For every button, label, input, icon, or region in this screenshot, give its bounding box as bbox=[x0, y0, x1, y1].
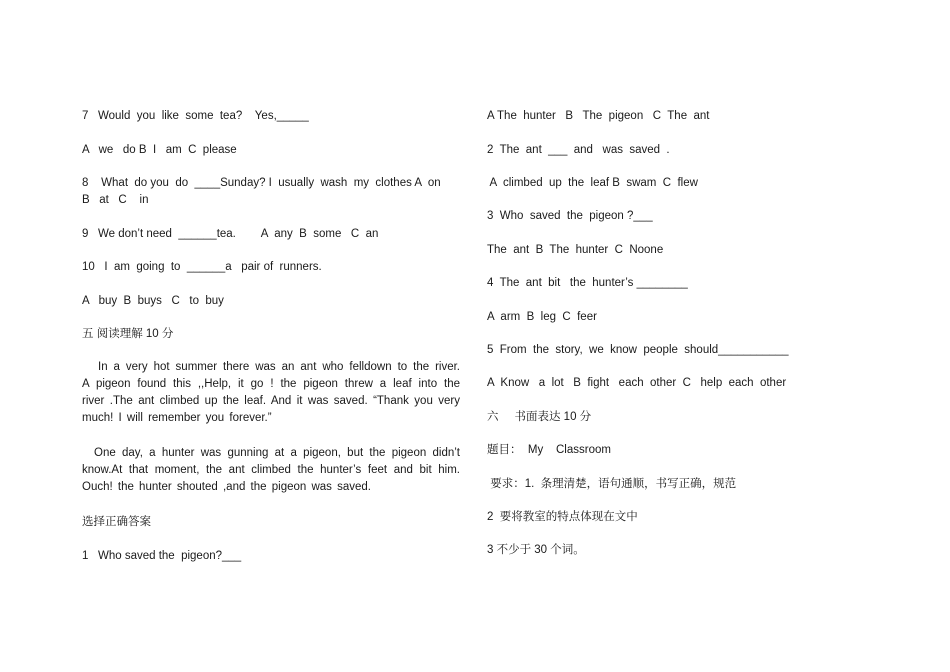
right-column bbox=[487, 0, 817, 672]
choose-answer-heading: 选择正确答案 bbox=[82, 516, 151, 528]
passage-paragraph-2: One day, a hunter was gunning at a pigeon, but the pigeon didn’t know.At that moment, the ant climbed the hunter’s feet and bit him. Ouch! the hunter shouted ,and the pigeon was saved. bbox=[82, 447, 460, 493]
question-10: 10 I am going to ______a pair of runners. bbox=[82, 261, 322, 273]
question-8-line1: 8 What do you do ____Sunday? I usually wash my clothes A on bbox=[82, 177, 441, 189]
section-5-heading: 五 阅读理解 10 分 bbox=[82, 328, 174, 340]
section-6-heading: 六 书面表达 10 分 bbox=[487, 411, 592, 423]
question-10-options: A buy B buys C to buy bbox=[82, 295, 224, 307]
reading-question-2: 2 The ant ___ and was saved . bbox=[487, 144, 670, 156]
requirement-3: 3 不少于 30 个词。 bbox=[487, 544, 585, 556]
reading-question-3: 3 Who saved the pigeon ?___ bbox=[487, 210, 653, 222]
requirement-1: 要求：1. 条理清楚，语句通顺，书写正确，规范 bbox=[487, 478, 737, 490]
question-8-line2: B at C in bbox=[82, 194, 149, 206]
reading-question-4: 4 The ant bit the hunter’s ________ bbox=[487, 277, 688, 289]
reading-question-2-options: A climbed up the leaf B swam C flew bbox=[487, 177, 698, 189]
question-7: 7 Would you like some tea? Yes,_____ bbox=[82, 110, 309, 122]
reading-question-1-options: A The hunter B The pigeon C The ant bbox=[487, 110, 710, 122]
question-7-options: A we do B I am C please bbox=[82, 144, 237, 156]
reading-question-1: 1 Who saved the pigeon?___ bbox=[82, 550, 242, 562]
reading-question-4-options: A arm B leg C feer bbox=[487, 311, 597, 323]
essay-topic: 题目： My Classroom bbox=[487, 444, 611, 456]
reading-question-5: 5 From the story, we know people should___________ bbox=[487, 344, 789, 356]
question-9: 9 We don’t need ______tea. A any B some C an bbox=[82, 228, 379, 240]
passage-paragraph-1: In a very hot summer there was an ant who felldown to the river. A pigeon found this ,,Help, it go ! the pigeon threw a leaf into the river .The ant climbed up the leaf. And it was saved. “Thank you very much! I will remember you forever.” bbox=[82, 361, 460, 424]
left-column bbox=[82, 0, 472, 672]
reading-question-3-options: The ant B The hunter C Noone bbox=[487, 244, 664, 256]
requirement-2: 2 要将教室的特点体现在文中 bbox=[487, 511, 638, 523]
reading-question-5-options: A Know a lot B fight each other C help each other bbox=[487, 377, 787, 389]
